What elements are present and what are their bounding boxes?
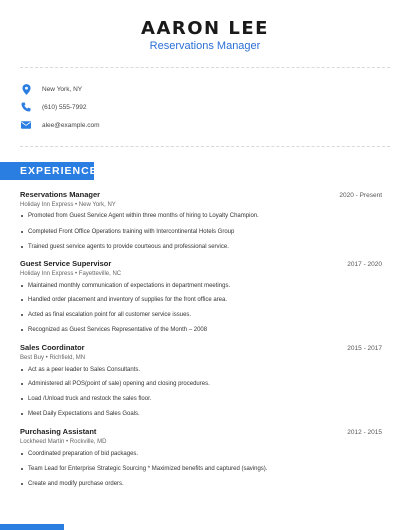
job-company: Holiday Inn Express bbox=[20, 202, 74, 208]
job-employer: Holiday Inn Express • Fayetteville, NC bbox=[20, 271, 122, 277]
phone-text: (610) 555-7992 bbox=[42, 103, 87, 111]
experience-section-heading bbox=[0, 162, 98, 180]
location-pin-icon bbox=[20, 83, 32, 95]
role-heading: Reservations Manager bbox=[149, 40, 261, 52]
name-heading: AARON LEE bbox=[141, 18, 269, 39]
list-item: Team Lead for Enterprise Strategic Sourcing * Maximized benefits and captured (savings). bbox=[20, 466, 267, 472]
contact-email[interactable] bbox=[20, 118, 100, 132]
job-title: Reservations Manager bbox=[20, 190, 101, 199]
job-dates: 2020 - Present bbox=[339, 192, 382, 199]
list-item: Meet Daily Expectations and Sales Goals. bbox=[20, 411, 140, 417]
job-location: Fayetteville, NC bbox=[78, 271, 122, 277]
list-item: Promoted from Guest Service Agent within three months of hiring to Loyalty Champion. bbox=[20, 213, 259, 219]
divider bbox=[20, 146, 390, 147]
job-dates: 2015 - 2017 bbox=[347, 345, 382, 352]
envelope-icon bbox=[20, 119, 32, 131]
job-employer: Holiday Inn Express • New York, NY bbox=[20, 202, 116, 208]
list-item: Maintained monthly communication of expectations in department meetings. bbox=[20, 283, 230, 289]
divider bbox=[20, 67, 390, 68]
job-dates: 2017 - 2020 bbox=[347, 261, 382, 268]
job-employer: Best Buy • Richfield, MN bbox=[20, 355, 86, 361]
list-item: Acted as final escalation point for all customer service issues. bbox=[20, 312, 191, 318]
job-title: Purchasing Assistant bbox=[20, 427, 97, 436]
job-company: Best Buy bbox=[20, 355, 45, 361]
email-text[interactable]: alee@example.com bbox=[42, 121, 100, 129]
phone-icon bbox=[20, 101, 32, 113]
list-item: Handled order placement and inventory of supplies for the front office area. bbox=[20, 297, 227, 303]
location-text: New York, NY bbox=[42, 85, 83, 93]
job-location: Rockville, MD bbox=[69, 439, 107, 445]
job-location: New York, NY bbox=[78, 202, 116, 208]
next-section-heading-bar bbox=[0, 524, 64, 530]
list-item: Act as a peer leader to Sales Consultants. bbox=[20, 367, 140, 373]
job-location: Richfield, MN bbox=[49, 355, 86, 361]
list-item: Trained guest service agents to provide courteous and professional service. bbox=[20, 244, 229, 250]
job-entry bbox=[20, 427, 382, 445]
job-entry bbox=[20, 259, 382, 277]
list-item: Recognized as Guest Services Representative of the Month – 2008 bbox=[20, 327, 207, 333]
list-item: Create and modify purchase orders. bbox=[20, 481, 124, 487]
job-title: Guest Service Supervisor bbox=[20, 259, 112, 268]
list-item: Coordinated preparation of bid packages. bbox=[20, 451, 138, 457]
job-company: Holiday Inn Express bbox=[20, 271, 74, 277]
list-item: Load /Unload truck and restock the sales floor. bbox=[20, 396, 151, 402]
experience-heading-label: EXPERIENCE bbox=[20, 165, 98, 177]
contact-location bbox=[20, 82, 82, 96]
contact-phone bbox=[20, 100, 86, 114]
job-company: Lockheed Martin bbox=[20, 439, 65, 445]
job-entry bbox=[20, 190, 382, 208]
list-item: Completed Front Office Operations training with Intercontinental Hotels Group bbox=[20, 229, 234, 235]
job-title: Sales Coordinator bbox=[20, 343, 85, 352]
job-entry bbox=[20, 343, 382, 361]
list-item: Administered all POS(point of sale) opening and closing procedures. bbox=[20, 381, 210, 387]
job-employer: Lockheed Martin • Rockville, MD bbox=[20, 439, 107, 445]
job-dates: 2012 - 2015 bbox=[347, 429, 382, 436]
